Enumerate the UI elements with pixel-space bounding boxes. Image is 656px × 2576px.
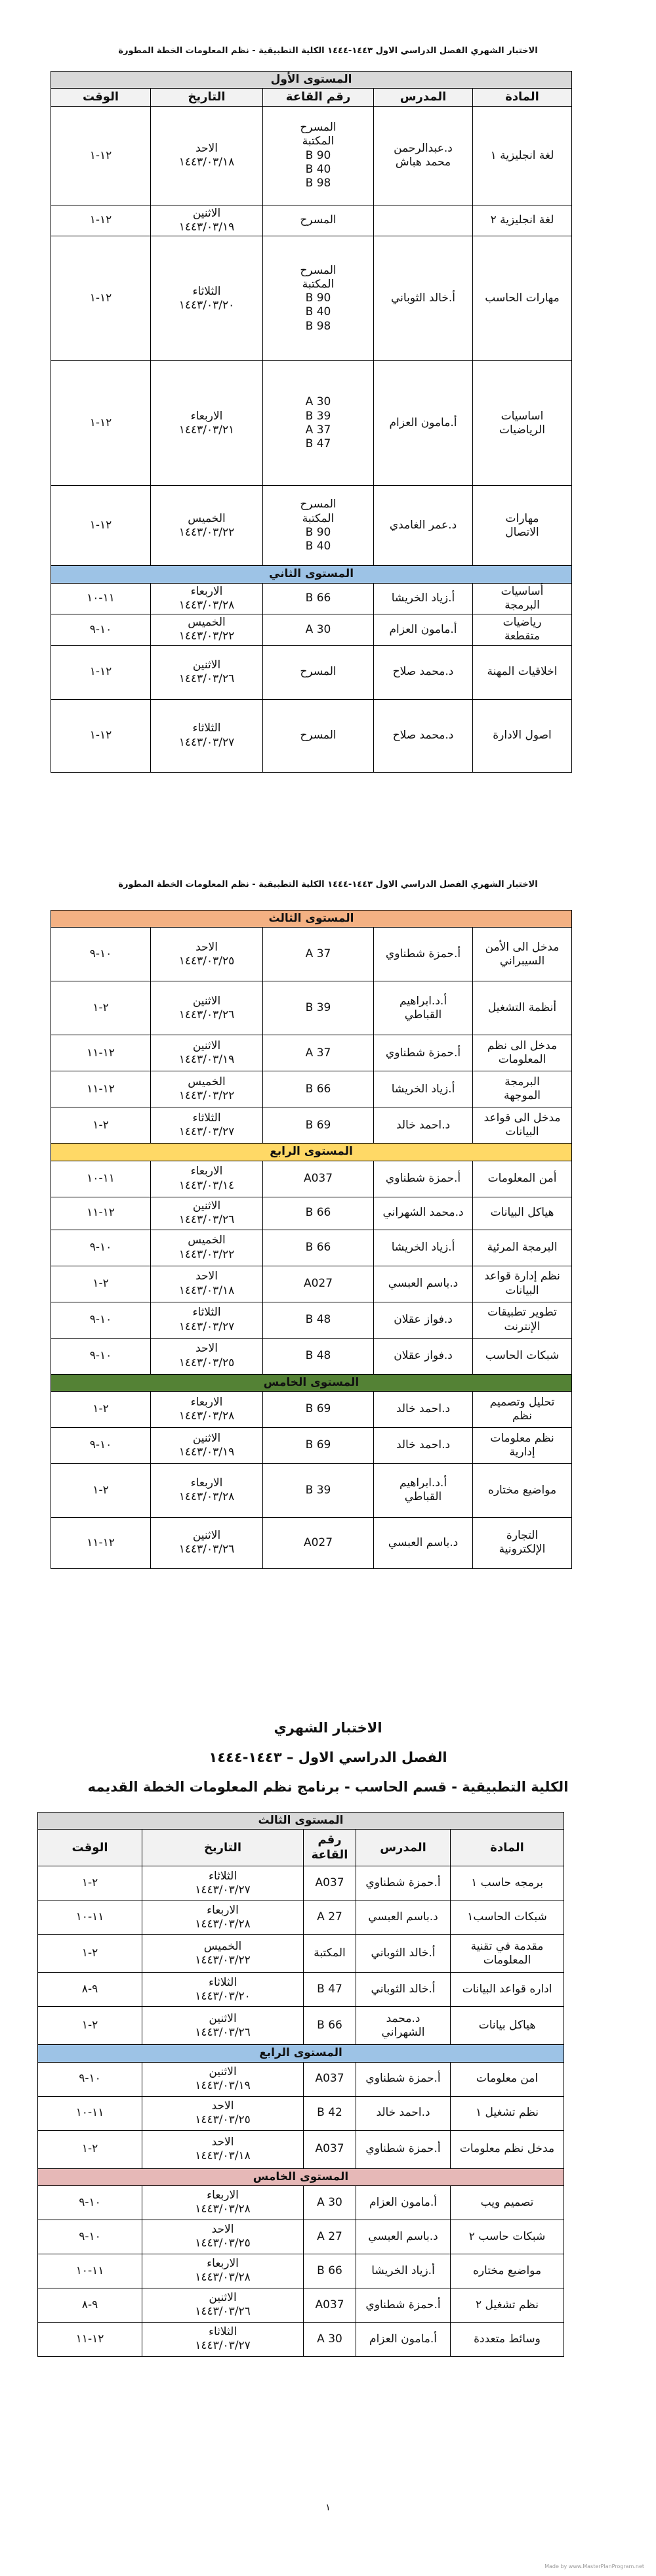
time-cell: ١٠-٩ xyxy=(51,1338,151,1374)
room-cell: A027 xyxy=(263,1266,374,1302)
teacher-cell: د.محمد صلاح xyxy=(374,645,473,699)
date-cell: الاثنين ١٤٤٣/٠٣/١٩ xyxy=(142,2062,304,2096)
table-row xyxy=(38,1935,564,1973)
date-cell: الثلاثاء ١٤٤٣/٠٣/٢٠ xyxy=(142,1973,304,2007)
subject-cell: البرمجة المرئية xyxy=(473,1230,572,1266)
table-row xyxy=(51,928,572,981)
teacher-cell: د.محمد الشهراني xyxy=(356,2007,451,2045)
table-row xyxy=(38,2062,564,2096)
date-cell: الخميس ١٤٤٣/٠٣/٢٢ xyxy=(151,1230,263,1266)
date-cell: الخميس ١٤٤٣/٠٣/٢٢ xyxy=(142,1935,304,1973)
time-cell: ١٢-١ xyxy=(51,645,151,699)
level-row xyxy=(51,1374,572,1391)
subject-cell: نظم إدارة قواعد البيانات xyxy=(473,1266,572,1302)
level-row xyxy=(51,72,572,89)
level-title: المستوى الخامس xyxy=(51,1374,572,1391)
date-cell: الثلاثاء ١٤٤٣/٠٣/٢٧ xyxy=(142,2322,304,2356)
level-title: المستوى الأول xyxy=(51,72,572,89)
subject-cell: لغة انجليزية ٢ xyxy=(473,205,572,236)
room-cell: B 42 xyxy=(304,2096,356,2130)
date-cell: الثلاثاء ١٤٤٣/٠٣/٢٠ xyxy=(151,236,263,361)
time-cell: ١١-١٠ xyxy=(51,583,151,614)
room-cell: B 69 xyxy=(263,1391,374,1427)
time-cell: ٢-١ xyxy=(38,1935,142,1973)
level-title: المستوى الرابع xyxy=(38,2045,564,2062)
table-row xyxy=(38,2220,564,2254)
subject-cell: مدخل الى الأمن السيبراني xyxy=(473,928,572,981)
time-cell: ١٢-١ xyxy=(51,236,151,361)
time-cell: ١٠-٩ xyxy=(38,2185,142,2220)
date-cell: الاثنين ١٤٤٣/٠٣/١٩ xyxy=(151,205,263,236)
subject-cell: أمن المعلومات xyxy=(473,1161,572,1197)
teacher-cell: د.محمد الشهراني xyxy=(374,1197,473,1230)
room-cell: A037 xyxy=(304,2062,356,2096)
room-cell: A 37 xyxy=(263,1035,374,1071)
date-cell: الثلاثاء ١٤٤٣/٠٣/٢٧ xyxy=(151,699,263,772)
table-row xyxy=(51,1107,572,1144)
schedule-table-3 xyxy=(37,1812,564,2357)
room-cell: A037 xyxy=(304,2130,356,2168)
room-cell: B 66 xyxy=(304,2254,356,2288)
date-cell: الاحد ١٤٤٣/٠٣/٢٥ xyxy=(142,2220,304,2254)
table-row xyxy=(51,1035,572,1071)
subject-cell: رياضيات متقطعة xyxy=(473,614,572,646)
level-title: المستوى الثاني xyxy=(51,566,572,583)
table-row xyxy=(51,1427,572,1463)
subject-cell: نظم معلومات إدارية xyxy=(473,1427,572,1463)
date-cell: الاثنين ١٤٤٣/٠٣/١٩ xyxy=(151,1035,263,1071)
time-cell: ١٠-٩ xyxy=(51,1302,151,1338)
level-title: المستوى الخامس xyxy=(38,2168,564,2185)
room-cell: A 30 xyxy=(304,2322,356,2356)
subject-cell: تحليل وتصميم نظم xyxy=(473,1391,572,1427)
table-row xyxy=(51,486,572,566)
subject-cell: التجارة الإلكترونية xyxy=(473,1517,572,1568)
date-cell: الاربعاء ١٤٤٣/٠٣/٢٨ xyxy=(142,2185,304,2220)
room-cell: A037 xyxy=(304,1866,356,1900)
table-row xyxy=(38,2288,564,2322)
level-title: المستوى الرابع xyxy=(51,1144,572,1161)
time-cell: ٢-١ xyxy=(51,1463,151,1517)
room-cell: B 39 xyxy=(263,981,374,1035)
teacher-cell: أ.د.ابراهيم القباطي xyxy=(374,981,473,1035)
time-cell: ١٢-١١ xyxy=(51,1071,151,1107)
time-cell: ١١-١٠ xyxy=(38,1900,142,1935)
room-cell: A 37 xyxy=(263,928,374,981)
time-cell: ١٠-٩ xyxy=(38,2062,142,2096)
table-row xyxy=(51,1391,572,1427)
subject-cell: شبكات الحاسب١ xyxy=(451,1900,564,1935)
table-row xyxy=(51,1197,572,1230)
time-cell: ١٠-٩ xyxy=(51,614,151,646)
teacher-cell: أ.مامون العزام xyxy=(374,614,473,646)
room-cell: B 66 xyxy=(263,1230,374,1266)
subject-cell: مدخل الى قواعد البيانات xyxy=(473,1107,572,1144)
date-cell: الاربعاء ١٤٤٣/٠٣/٢٨ xyxy=(151,1391,263,1427)
teacher-cell: د.احمد خالد xyxy=(374,1391,473,1427)
subject-cell: هياكل بيانات xyxy=(451,2007,564,2045)
time-cell: ١٠-٩ xyxy=(51,928,151,981)
room-cell: B 48 xyxy=(263,1302,374,1338)
table-row xyxy=(51,1161,572,1197)
table-row xyxy=(51,1517,572,1568)
column-header: المادة xyxy=(473,89,572,107)
time-cell: ٢-١ xyxy=(38,2007,142,2045)
column-header: التاريخ xyxy=(151,89,263,107)
subject-cell: أنظمة التشغيل xyxy=(473,981,572,1035)
table-row xyxy=(51,699,572,772)
room-cell: المكتبة xyxy=(304,1935,356,1973)
table-row xyxy=(51,1463,572,1517)
table-row xyxy=(51,583,572,614)
column-header-row xyxy=(51,89,572,107)
teacher-cell: أ.حمزة شطناوي xyxy=(356,2062,451,2096)
time-cell: ٢-١ xyxy=(38,2130,142,2168)
teacher-cell: أ.حمزة شطناوي xyxy=(374,1161,473,1197)
date-cell: الاثنين ١٤٤٣/٠٣/٢٦ xyxy=(151,981,263,1035)
time-cell: ٩-٨ xyxy=(38,2288,142,2322)
room-cell: A 27 xyxy=(304,1900,356,1935)
column-header: رقم القاعة xyxy=(263,89,374,107)
date-cell: الاحد ١٤٤٣/٠٣/٢٥ xyxy=(151,928,263,981)
subject-cell: مهارات الاتصال xyxy=(473,486,572,566)
date-cell: الثلاثاء ١٤٤٣/٠٣/٢٧ xyxy=(151,1302,263,1338)
subject-cell: اصول الادارة xyxy=(473,699,572,772)
date-cell: الثلاثاء ١٤٤٣/٠٣/٢٧ xyxy=(142,1866,304,1900)
schedule-table-2 xyxy=(51,910,572,1569)
date-cell: الخميس ١٤٤٣/٠٣/٢٢ xyxy=(151,1071,263,1107)
table-row xyxy=(51,106,572,205)
date-cell: الاحد ١٤٤٣/٠٣/١٨ xyxy=(142,2130,304,2168)
date-cell: الاربعاء ١٤٤٣/٠٣/٢١ xyxy=(151,361,263,486)
time-cell: ١١-١٠ xyxy=(38,2096,142,2130)
room-cell: B 69 xyxy=(263,1107,374,1144)
room-cell: المسرح المكتبة B 90 B 40 B 98 xyxy=(263,106,374,205)
column-header: رقم القاعة xyxy=(304,1830,356,1866)
teacher-cell: د.احمد خالد xyxy=(356,2096,451,2130)
subject-cell: اخلاقيات المهنة xyxy=(473,645,572,699)
time-cell: ٢-١ xyxy=(51,1391,151,1427)
date-cell: الخميس ١٤٤٣/٠٣/٢٢ xyxy=(151,486,263,566)
subject-cell: برمجه حاسب ١ xyxy=(451,1866,564,1900)
time-cell: ١٠-٩ xyxy=(51,1427,151,1463)
teacher-cell: د.فواز عقلان xyxy=(374,1338,473,1374)
table-row xyxy=(51,1338,572,1374)
level-row xyxy=(38,1813,564,1830)
room-cell: B 66 xyxy=(263,583,374,614)
level-row xyxy=(51,1144,572,1161)
teacher-cell: د.باسم العبسي xyxy=(374,1266,473,1302)
date-cell: الاثنين ١٤٤٣/٠٣/٢٦ xyxy=(151,645,263,699)
table-row xyxy=(38,2096,564,2130)
table-row xyxy=(51,236,572,361)
subject-cell: مقدمة في تقنية المعلومات xyxy=(451,1935,564,1973)
time-cell: ١٢-١ xyxy=(51,699,151,772)
level-row xyxy=(51,911,572,928)
room-cell: B 39 xyxy=(263,1463,374,1517)
teacher-cell: أ.د.ابراهيم القباطي xyxy=(374,1463,473,1517)
subject-cell: مواضيع مختاره xyxy=(473,1463,572,1517)
subject-cell: هياكل البيانات xyxy=(473,1197,572,1230)
page3-semester: الفصل الدراسي الاول – ١٤٤٣-١٤٤٤ xyxy=(209,1750,447,1765)
time-cell: ٢-١ xyxy=(51,981,151,1035)
date-cell: الاحد ١٤٤٣/٠٣/١٨ xyxy=(151,1266,263,1302)
table-row xyxy=(51,981,572,1035)
table-row xyxy=(38,2254,564,2288)
table-row xyxy=(38,2130,564,2168)
room-cell: B 47 xyxy=(304,1973,356,2007)
teacher-cell: د.محمد صلاح xyxy=(374,699,473,772)
subject-cell: امن معلومات xyxy=(451,2062,564,2096)
column-header: المدرس xyxy=(374,89,473,107)
teacher-cell: د.عمر الغامدي xyxy=(374,486,473,566)
subject-cell: تصميم ويب xyxy=(451,2185,564,2220)
room-cell: B 69 xyxy=(263,1427,374,1463)
date-cell: الثلاثاء ١٤٤٣/٠٣/٢٧ xyxy=(151,1107,263,1144)
page3-program: الكلية التطبيقية - قسم الحاسب - برنامج نظم المعلومات الخطة القديمه xyxy=(87,1779,569,1795)
teacher-cell: أ.حمزة شطناوي xyxy=(356,2288,451,2322)
room-cell: المسرح المكتبة B 90 B 40 xyxy=(263,486,374,566)
level-row xyxy=(51,566,572,583)
table-row xyxy=(51,614,572,646)
subject-cell: مدخل الى نظم المعلومات xyxy=(473,1035,572,1071)
column-header: التاريخ xyxy=(142,1830,304,1866)
subject-cell: مواضيع مختاره xyxy=(451,2254,564,2288)
room-cell: A 30 xyxy=(263,614,374,646)
table-row xyxy=(38,1866,564,1900)
date-cell: الاحد ١٤٤٣/٠٣/١٨ xyxy=(151,106,263,205)
room-cell: المسرح xyxy=(263,699,374,772)
subject-cell: شبكات حاسب ٢ xyxy=(451,2220,564,2254)
table-row xyxy=(38,2007,564,2045)
time-cell: ١٢-١ xyxy=(51,205,151,236)
table-row xyxy=(51,1302,572,1338)
room-cell: المسرح xyxy=(263,645,374,699)
teacher-cell: أ.حمزة شطناوي xyxy=(374,1035,473,1071)
subject-cell: وسائط متعددة xyxy=(451,2322,564,2356)
table-row xyxy=(38,2185,564,2220)
room-cell: B 48 xyxy=(263,1338,374,1374)
date-cell: الاربعاء ١٤٤٣/٠٣/١٤ xyxy=(151,1161,263,1197)
teacher-cell: د.احمد خالد xyxy=(374,1427,473,1463)
time-cell: ١٢-١ xyxy=(51,106,151,205)
table-row xyxy=(51,205,572,236)
teacher-cell: أ.مامون العزام xyxy=(356,2185,451,2220)
level-row xyxy=(38,2045,564,2062)
time-cell: ٩-٨ xyxy=(38,1973,142,2007)
table-row xyxy=(38,2322,564,2356)
teacher-cell: د.باسم العبسي xyxy=(356,1900,451,1935)
teacher-cell: أ.خالد الثوباني xyxy=(374,236,473,361)
date-cell: الاحد ١٤٤٣/٠٣/٢٥ xyxy=(142,2096,304,2130)
table-row xyxy=(38,1973,564,2007)
room-cell: A037 xyxy=(263,1161,374,1197)
date-cell: الاثنين ١٤٤٣/٠٣/١٩ xyxy=(151,1427,263,1463)
column-header: الوقت xyxy=(51,89,151,107)
page1-header: الاختبار الشهري الفصل الدراسي الاول ١٤٤٣-١٤٤٤ الكلية التطبيقية - نظم المعلومات الخطة المطورة xyxy=(118,46,538,56)
date-cell: الاربعاء ١٤٤٣/٠٣/٢٨ xyxy=(151,583,263,614)
room-cell: المسرح xyxy=(263,205,374,236)
teacher-cell: أ.حمزة شطناوي xyxy=(356,2130,451,2168)
time-cell: ١١-١٠ xyxy=(51,1161,151,1197)
room-cell: A027 xyxy=(263,1517,374,1568)
date-cell: الاثنين ١٤٤٣/٠٣/٢٦ xyxy=(142,2288,304,2322)
room-cell: B 66 xyxy=(304,2007,356,2045)
level-row xyxy=(38,2168,564,2185)
date-cell: الاربعاء ١٤٤٣/٠٣/٢٨ xyxy=(151,1463,263,1517)
page2-header: الاختبار الشهري الفصل الدراسي الاول ١٤٤٣-١٤٤٤ الكلية التطبيقية - نظم المعلومات الخطة المطورة xyxy=(118,880,538,890)
time-cell: ١٠-٩ xyxy=(51,1230,151,1266)
time-cell: ١٢-١١ xyxy=(51,1035,151,1071)
table-row xyxy=(38,1900,564,1935)
page3-title: الاختبار الشهري xyxy=(274,1720,382,1736)
subject-cell: لغة انجليزية ١ xyxy=(473,106,572,205)
date-cell: الاثنين ١٤٤٣/٠٣/٢٦ xyxy=(142,2007,304,2045)
date-cell: الاحد ١٤٤٣/٠٣/٢٥ xyxy=(151,1338,263,1374)
time-cell: ٢-١ xyxy=(38,1866,142,1900)
teacher-cell: أ.حمزة شطناوي xyxy=(374,928,473,981)
teacher-cell: أ.زياد الخريشا xyxy=(356,2254,451,2288)
teacher-cell: أ.مامون العزام xyxy=(374,361,473,486)
room-cell: A 30 B 39 A 37 B 47 xyxy=(263,361,374,486)
time-cell: ١٢-١ xyxy=(51,486,151,566)
subject-cell: مدخل نظم معلومات xyxy=(451,2130,564,2168)
level-title: المستوى الثالث xyxy=(51,911,572,928)
room-cell: A037 xyxy=(304,2288,356,2322)
subject-cell: البرمجة الموجهة xyxy=(473,1071,572,1107)
teacher-cell: أ.خالد الثوباني xyxy=(356,1935,451,1973)
teacher-cell: أ.زياد الخريشا xyxy=(374,1230,473,1266)
subject-cell: تطوير تطبيقات الإنترنت xyxy=(473,1302,572,1338)
table-row xyxy=(51,361,572,486)
column-header: الوقت xyxy=(38,1830,142,1866)
level-title: المستوى الثالث xyxy=(38,1813,564,1830)
subject-cell: شبكات الحاسب xyxy=(473,1338,572,1374)
date-cell: الاثنين ١٤٤٣/٠٣/٢٦ xyxy=(151,1197,263,1230)
teacher-cell: د.باسم العبسي xyxy=(374,1517,473,1568)
subject-cell: مهارات الحاسب xyxy=(473,236,572,361)
teacher-cell: د.عبدالرحمن محمد هباش xyxy=(374,106,473,205)
time-cell: ٢-١ xyxy=(51,1266,151,1302)
room-cell: B 66 xyxy=(263,1197,374,1230)
teacher-cell: أ.خالد الثوباني xyxy=(356,1973,451,2007)
teacher-cell: أ.حمزة شطناوي xyxy=(356,1866,451,1900)
time-cell: ٢-١ xyxy=(51,1107,151,1144)
schedule-table-1 xyxy=(51,71,572,773)
subject-cell: اساسيات الرياضيات xyxy=(473,361,572,486)
column-header-row xyxy=(38,1830,564,1866)
table-row xyxy=(51,1230,572,1266)
date-cell: الاربعاء ١٤٤٣/٠٣/٢٨ xyxy=(142,2254,304,2288)
page-number: ١ xyxy=(325,2502,331,2513)
date-cell: الاثنين ١٤٤٣/٠٣/٢٦ xyxy=(151,1517,263,1568)
teacher-cell: د.احمد خالد xyxy=(374,1107,473,1144)
teacher-cell: أ.مامون العزام xyxy=(356,2322,451,2356)
time-cell: ١٢-١ xyxy=(51,361,151,486)
teacher-cell: د.باسم العبسي xyxy=(356,2220,451,2254)
teacher-cell: د.فواز عقلان xyxy=(374,1302,473,1338)
subject-cell: نظم تشغيل ١ xyxy=(451,2096,564,2130)
table-row xyxy=(51,645,572,699)
room-cell: A 27 xyxy=(304,2220,356,2254)
time-cell: ١١-١٠ xyxy=(38,2254,142,2288)
credit-text: Made by www.MasterPlanProgram.net xyxy=(544,2564,644,2569)
room-cell: B 66 xyxy=(263,1071,374,1107)
date-cell: الخميس ١٤٤٣/٠٣/٢٢ xyxy=(151,614,263,646)
table-row xyxy=(51,1266,572,1302)
table-row xyxy=(51,1071,572,1107)
room-cell: المسرح المكتبة B 90 B 40 B 98 xyxy=(263,236,374,361)
subject-cell: أساسيات البرمجة xyxy=(473,583,572,614)
time-cell: ١٢-١١ xyxy=(51,1197,151,1230)
time-cell: ١٢-١١ xyxy=(51,1517,151,1568)
time-cell: ١٢-١١ xyxy=(38,2322,142,2356)
date-cell: الاربعاء ١٤٤٣/٠٣/٢٨ xyxy=(142,1900,304,1935)
teacher-cell: أ.زياد الخريشا xyxy=(374,583,473,614)
subject-cell: نظم تشغيل ٢ xyxy=(451,2288,564,2322)
room-cell: A 30 xyxy=(304,2185,356,2220)
column-header: المادة xyxy=(451,1830,564,1866)
teacher-cell: أ.زياد الخريشا xyxy=(374,1071,473,1107)
subject-cell: اداره قواعد البيانات xyxy=(451,1973,564,2007)
teacher-cell xyxy=(374,205,473,236)
time-cell: ١٠-٩ xyxy=(38,2220,142,2254)
column-header: المدرس xyxy=(356,1830,451,1866)
